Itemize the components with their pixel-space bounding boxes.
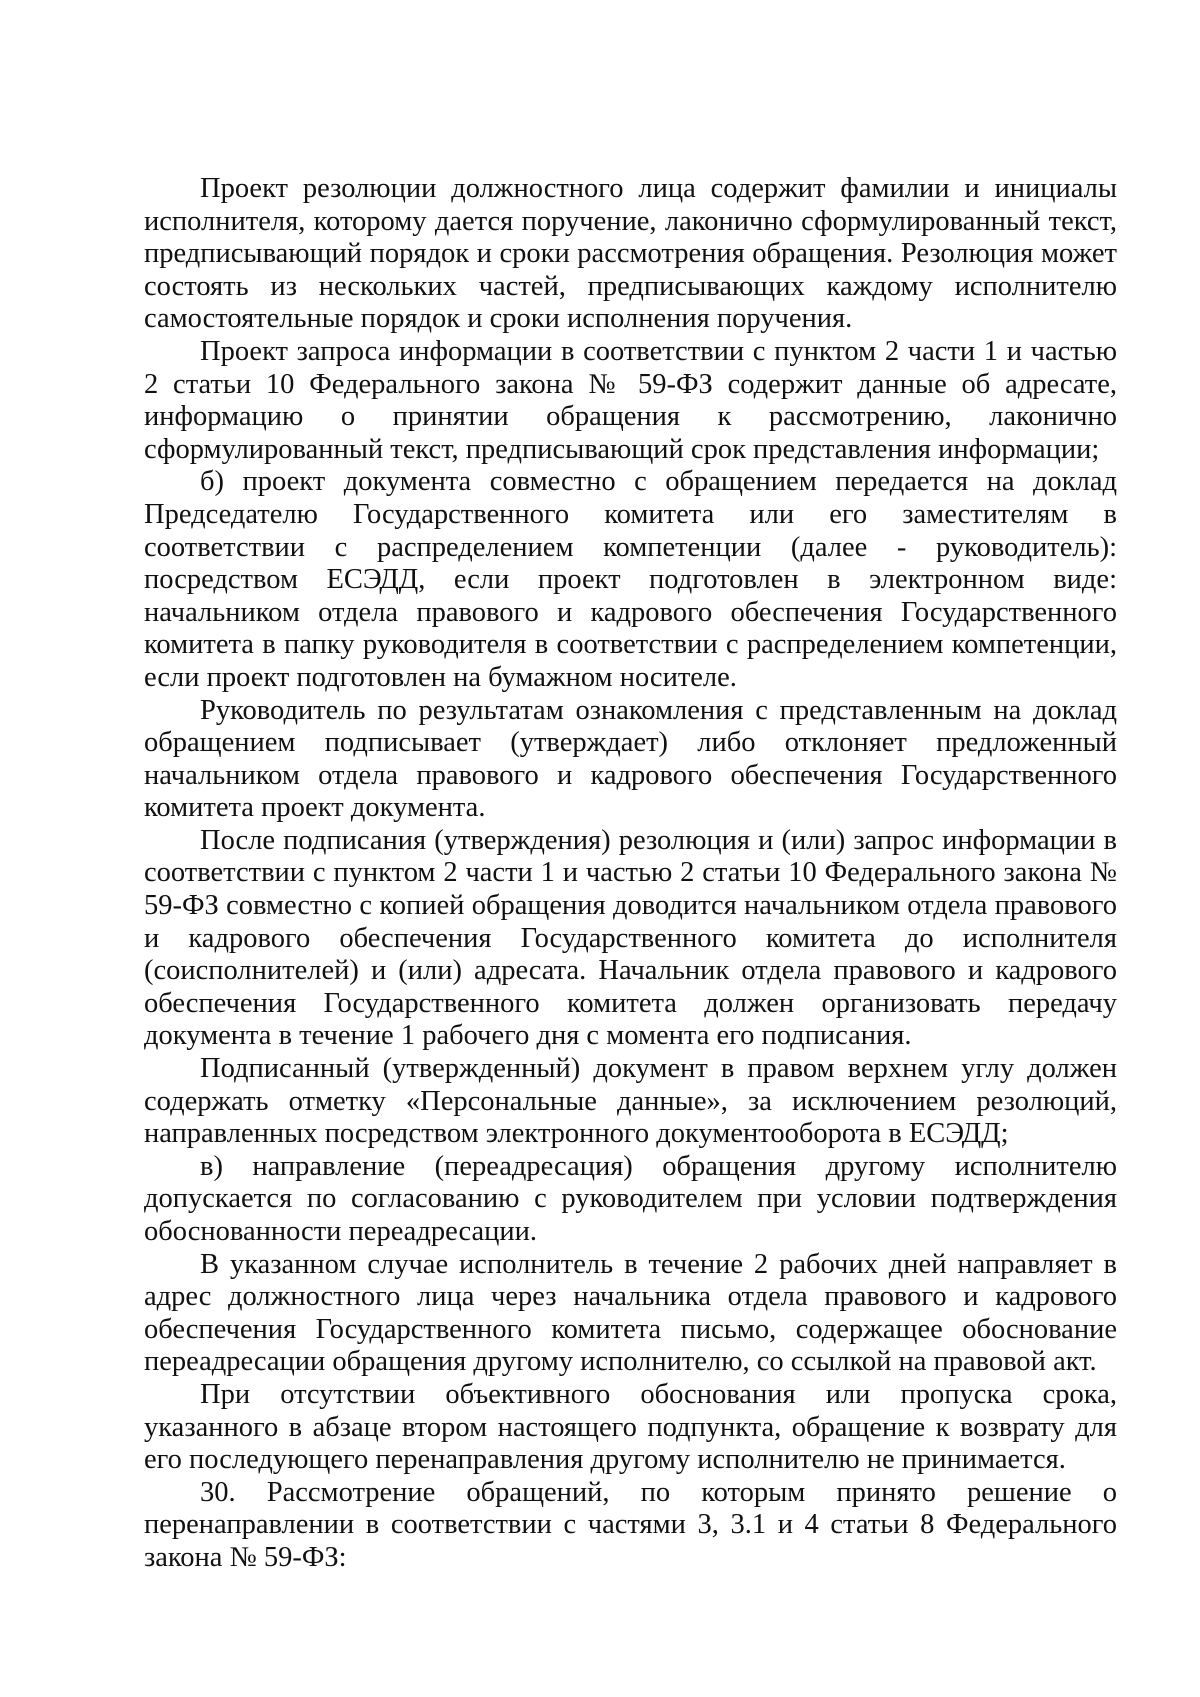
document-body bbox=[144, 173, 1117, 1575]
paragraph-item-30: 30. Рассмотрение обращений, по которым принято решение о перенаправлении в соответствии с частями 3, 3.1 и 4 статьи 8 Федерального закона № 59-ФЗ: bbox=[144, 1476, 1117, 1573]
paragraph-item-b: б) проект документа совместно с обращением передается на доклад Председателю Государственного комитета или его заместителям в соответствии с распределением компетенции (далее - руководитель): посредством ЕСЭДД, если проект подготовлен в электронном виде: начальником отдела правового и кадрового обеспечения Государственного комитета в папку руководителя в соответствии с распределением компетенции, если проект подготовлен на бумажном носителе. bbox=[144, 466, 1117, 693]
paragraph-signed-document-mark: Подписанный (утвержденный) документ в правом верхнем углу должен содержать отметку «Персональные данные», за исключением резолюций, направленных посредством электронного документооборота в ЕСЭДД; bbox=[144, 1053, 1117, 1150]
paragraph-resolution-draft: Проект резолюции должностного лица содержит фамилии и инициалы исполнителя, которому дается поручение, лаконично сформулированный текст, предписывающий порядок и сроки рассмотрения обращения. Резолюция может состоять из нескольких частей, предписывающих каждому исполнителю самостоятельные порядок и сроки исполнения поручения. bbox=[144, 173, 1117, 335]
paragraph-redirect-justification: В указанном случае исполнитель в течение 2 рабочих дней направляет в адрес должностного лица через начальника отдела правового и кадрового обеспечения Государственного комитета письмо, содержащее обоснование переадресации обращения другому исполнителю, со ссылкой на правовой акт. bbox=[144, 1248, 1117, 1378]
paragraph-head-review: Руководитель по результатам ознакомления с представленным на доклад обращением подписывает (утверждает) либо отклоняет предложенный начальником отдела правового и кадрового обеспечения Государственного комитета проект документа. bbox=[144, 694, 1117, 824]
paragraph-item-v: в) направление (переадресация) обращения другому исполнителю допускается по согласованию с руководителем при условии подтверждения обоснованности переадресации. bbox=[144, 1150, 1117, 1247]
paragraph-information-request-draft: Проект запроса информации в соответствии с пунктом 2 части 1 и частью 2 статьи 10 Федерального закона № 59-ФЗ содержит данные об адресате, информацию о принятии обращения к рассмотрению, лаконично сформулированный текст, предписывающий срок представления информации; bbox=[144, 335, 1117, 465]
paragraph-no-justification: При отсутствии объективного обоснования или пропуска срока, указанного в абзаце втором настоящего подпункта, обращение к возврату для его последующего перенаправления другому исполнителю не принимается. bbox=[144, 1378, 1117, 1476]
paragraph-after-signing: После подписания (утверждения) резолюция и (или) запрос информации в соответствии с пунктом 2 части 1 и частью 2 статьи 10 Федерального закона № 59-ФЗ совместно с копией обращения доводится начальником отдела правового и кадрового обеспечения Государственного комитета до исполнителя (соисполнителей) и (или) адресата. Начальник отдела правового и кадрового обеспечения Государственного комитета должен организовать передачу документа в течение 1 рабочего дня с момента его подписания. bbox=[144, 824, 1117, 1052]
